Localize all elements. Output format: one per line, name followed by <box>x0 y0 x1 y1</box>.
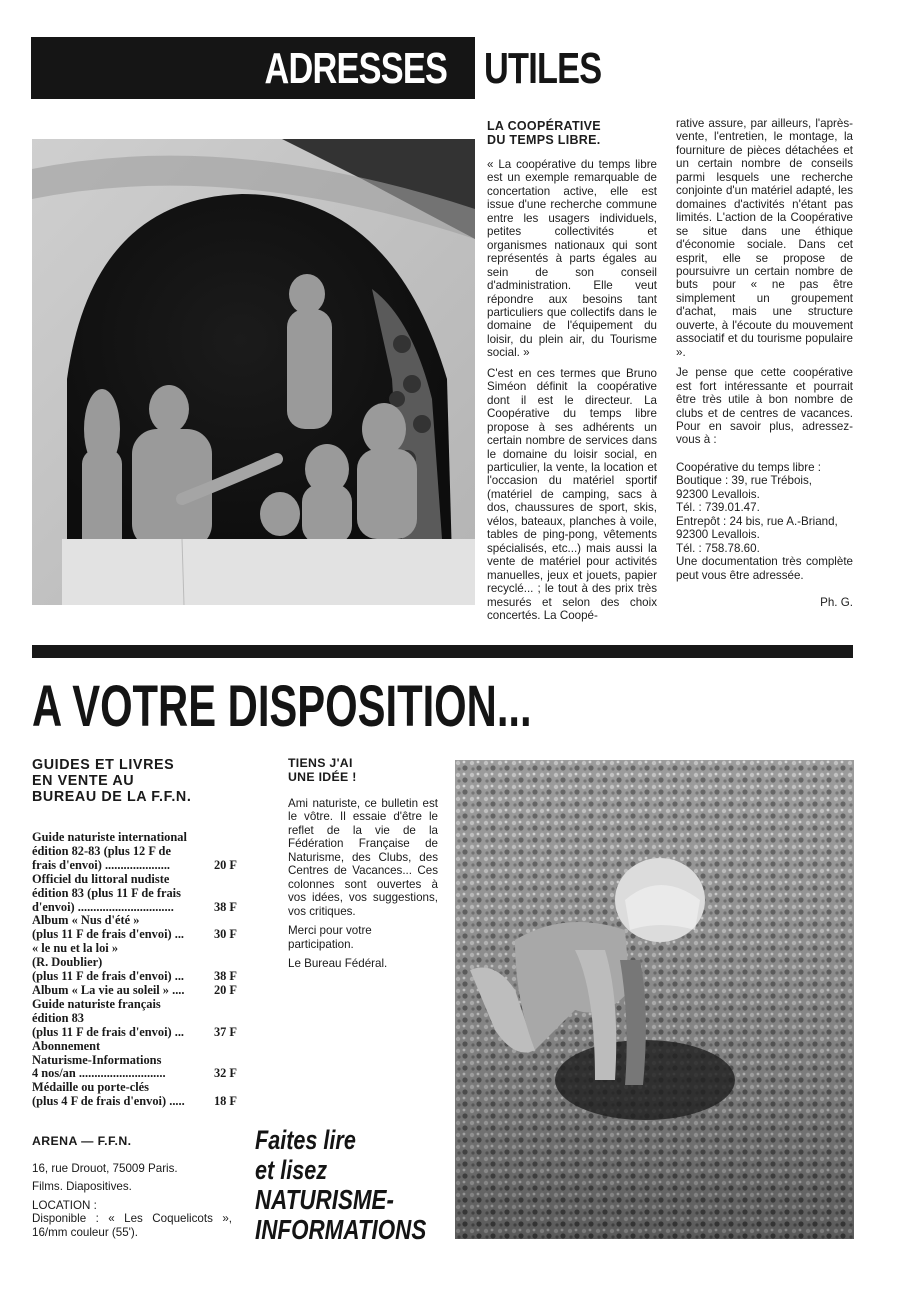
book-title <box>32 1040 203 1082</box>
arena-location-label: LOCATION : <box>32 1198 97 1212</box>
arena-media: Films. Diapositives. <box>32 1180 132 1193</box>
book-title <box>32 1081 203 1109</box>
child-digging-sand-photo <box>455 760 854 1239</box>
promo-line: NATURISME- <box>255 1184 394 1215</box>
books-list <box>32 831 237 1109</box>
book-title <box>32 914 203 942</box>
header-title-left: ADRESSES <box>264 44 447 93</box>
book-title-line: Album « La vie au soleil » .... <box>32 982 185 997</box>
arena-address: 16, rue Drouot, 75009 Paris. <box>32 1161 178 1175</box>
address-line: Entrepôt : 24 bis, rue A.-Briand, <box>676 514 838 528</box>
book-title-line: (R. Doublier) <box>32 955 103 970</box>
article-heading-line-2: DU TEMPS LIBRE. <box>487 132 601 147</box>
book-item <box>32 914 237 942</box>
books-for-sale <box>32 757 237 1109</box>
article-heading <box>487 120 657 147</box>
article-heading-line-1: LA COOPÉRATIVE <box>487 119 601 133</box>
book-title-line: Guide naturiste international <box>32 830 187 844</box>
book-title-line: Guide naturiste français <box>32 996 161 1011</box>
cooperative-address <box>676 461 853 582</box>
book-price: 18 F <box>213 1094 237 1109</box>
tent-photo-illustration <box>32 139 475 605</box>
idea-paragraph: Ami naturiste, ce bulletin est le vôtre. Il essaie d'être le reflet de la vie de la Fédération Française de Naturisme, des Clubs, des Centres de Vacances... Ces colonnes sont ouvertes à vos idées, vos suggestions, vos critiques. <box>288 797 438 918</box>
article-paragraph: Je pense que cette coopérative est fort intéressante et pourrait être très utile à bon nombre de clubs et de centres de vacances. Pour en savoir plus, adressez-vous à : <box>676 366 853 447</box>
book-title-line: édition 83 <box>32 1010 84 1025</box>
section-title: A VOTRE DISPOSITION... <box>32 674 532 739</box>
idea-heading-line-1: TIENS J'AI <box>288 756 353 770</box>
book-price: 38 F <box>213 899 237 914</box>
address-line: Boutique : 39, rue Trébois, <box>676 474 812 488</box>
arena-heading: ARENA — F.F.N. <box>32 1134 132 1148</box>
book-price: 20 F <box>213 857 237 872</box>
article-signature: Ph. G. <box>820 595 853 609</box>
address-line: 92300 Levallois. <box>676 528 760 542</box>
book-title <box>32 831 203 873</box>
article-paragraph: rative assure, par ailleurs, l'après-vente, l'entretien, le montage, la fourniture de pièces détachées et un certain nombre de conseils parmi lesquels une recherche conjointe d'un matériel adapté, les domaines d'activités n'étant pas limités. L'action de la Coopérative se situe dans une éthique d'économie sociale. Dans cet esprit, elle se propose de poursuivre un certain nombre de buts pour « ne pas être simplement un groupement d'achat, mais une structure ouverte, à l'écoute du mouvement associatif et du tourisme populaire ». <box>676 117 853 359</box>
book-title <box>32 998 203 1040</box>
idea-heading-line-2: UNE IDÉE ! <box>288 769 357 784</box>
books-heading-line: EN VENTE AU <box>32 773 135 789</box>
article-paragraph: C'est en ces termes que Bruno Siméon définit la coopérative dont il est le directeur. La Coopérative du temps libre propose à ses adhérents un certain nombre de services dans le domaine du loisir social, en particulier, la vente, la location et l'occasion du matériel sportif (matériel de camping, sacs à dos, chaussures de sport, skis, vélos, bateaux, planches à voile, tables de ping-pong, vêtements spécialisés, etc...) mais aussi la vente de matériel pour activités manuelles, jeux et jouets, papier recyclé... ; le tout à des prix très mesurés et selon des choix concertés. La Coopé- <box>487 366 657 622</box>
article-column-1 <box>487 120 657 629</box>
books-heading-line: BUREAU DE LA F.F.N. <box>32 789 192 805</box>
book-title-line: édition 82-83 (plus 12 F de <box>32 843 171 858</box>
book-title-line: Officiel du littoral nudiste <box>32 871 170 886</box>
book-title-line: 4 nos/an ............................ <box>32 1066 166 1081</box>
address-line: Une documentation très complète peut vous être adressée. <box>676 555 853 582</box>
book-title-line: (plus 11 F de frais d'envoi) ... <box>32 927 185 942</box>
book-item <box>32 1040 237 1082</box>
book-price: 20 F <box>213 982 237 997</box>
book-title-line: Médaille ou porte-clés <box>32 1080 149 1095</box>
book-item <box>32 831 237 873</box>
tent-children-photo <box>32 139 475 605</box>
arena-location-text: Disponible : « Les Coquelicots », 16/mm couleur (55'). <box>32 1212 232 1239</box>
book-title-line: « le nu et la loi » <box>32 941 119 956</box>
book-title-line: (plus 11 F de frais d'envoi) ... <box>32 969 185 984</box>
book-title-line: édition 83 (plus 11 F de frais <box>32 885 181 900</box>
address-line: Tél. : 739.01.47. <box>676 501 760 515</box>
book-title-line: (plus 11 F de frais d'envoi) ... <box>32 1024 185 1039</box>
book-title-line: frais d'envoi) ..................... <box>32 857 171 872</box>
book-price: 38 F <box>213 969 237 984</box>
arena-section <box>32 1135 232 1239</box>
book-item <box>32 984 237 998</box>
header-band <box>31 37 475 99</box>
promo-line: INFORMATIONS <box>255 1214 427 1245</box>
book-title-line: Album « Nus d'été » <box>32 913 140 928</box>
idea-heading <box>288 757 438 784</box>
promo-line: et lisez <box>255 1155 328 1185</box>
address-line: Tél. : 758.78.60. <box>676 541 760 555</box>
article-paragraph: « La coopérative du temps libre est un exemple remarquable de concertation active, elle est issue d'une recherche commune entre les usagers individuels, petites collectivités et organismes nationaux qui sont représentés à parts égales au sein de son conseil d'administration. Elle veut répondre aux besoins tant particuliers que collectifs dans le domaine de l'équipement du loisir, du plein air, du Tourisme social. » <box>487 158 657 360</box>
sand-photo-illustration <box>455 760 854 1239</box>
book-title-line: Abonnement <box>32 1038 101 1053</box>
book-price: 30 F <box>213 927 237 942</box>
book-title <box>32 873 203 915</box>
idea-signature: Le Bureau Fédéral. <box>288 956 388 970</box>
address-line: Coopérative du temps libre : <box>676 460 821 474</box>
book-price: 32 F <box>213 1066 237 1081</box>
book-title-line: Naturisme-Informations <box>32 1052 162 1067</box>
promo-line: Faites lire <box>255 1125 356 1155</box>
book-title-line: d'envoi) ............................... <box>32 899 174 914</box>
book-item <box>32 942 237 984</box>
article-column-2 <box>676 117 853 609</box>
header-title-right: UTILES <box>484 44 602 93</box>
promo-slogan <box>255 1125 426 1245</box>
book-item <box>32 1081 237 1109</box>
address-line: 92300 Levallois. <box>676 487 760 501</box>
book-price: 37 F <box>213 1024 237 1039</box>
idea-column <box>288 757 438 976</box>
section-divider <box>32 645 853 658</box>
books-heading-line: GUIDES ET LIVRES <box>32 757 175 773</box>
book-item <box>32 873 237 915</box>
books-heading <box>32 757 237 805</box>
book-title <box>32 984 203 998</box>
idea-paragraph: Merci pour votre participation. <box>288 924 372 951</box>
book-title <box>32 942 203 984</box>
book-item <box>32 998 237 1040</box>
book-title-line: (plus 4 F de frais d'envoi) ..... <box>32 1094 185 1109</box>
